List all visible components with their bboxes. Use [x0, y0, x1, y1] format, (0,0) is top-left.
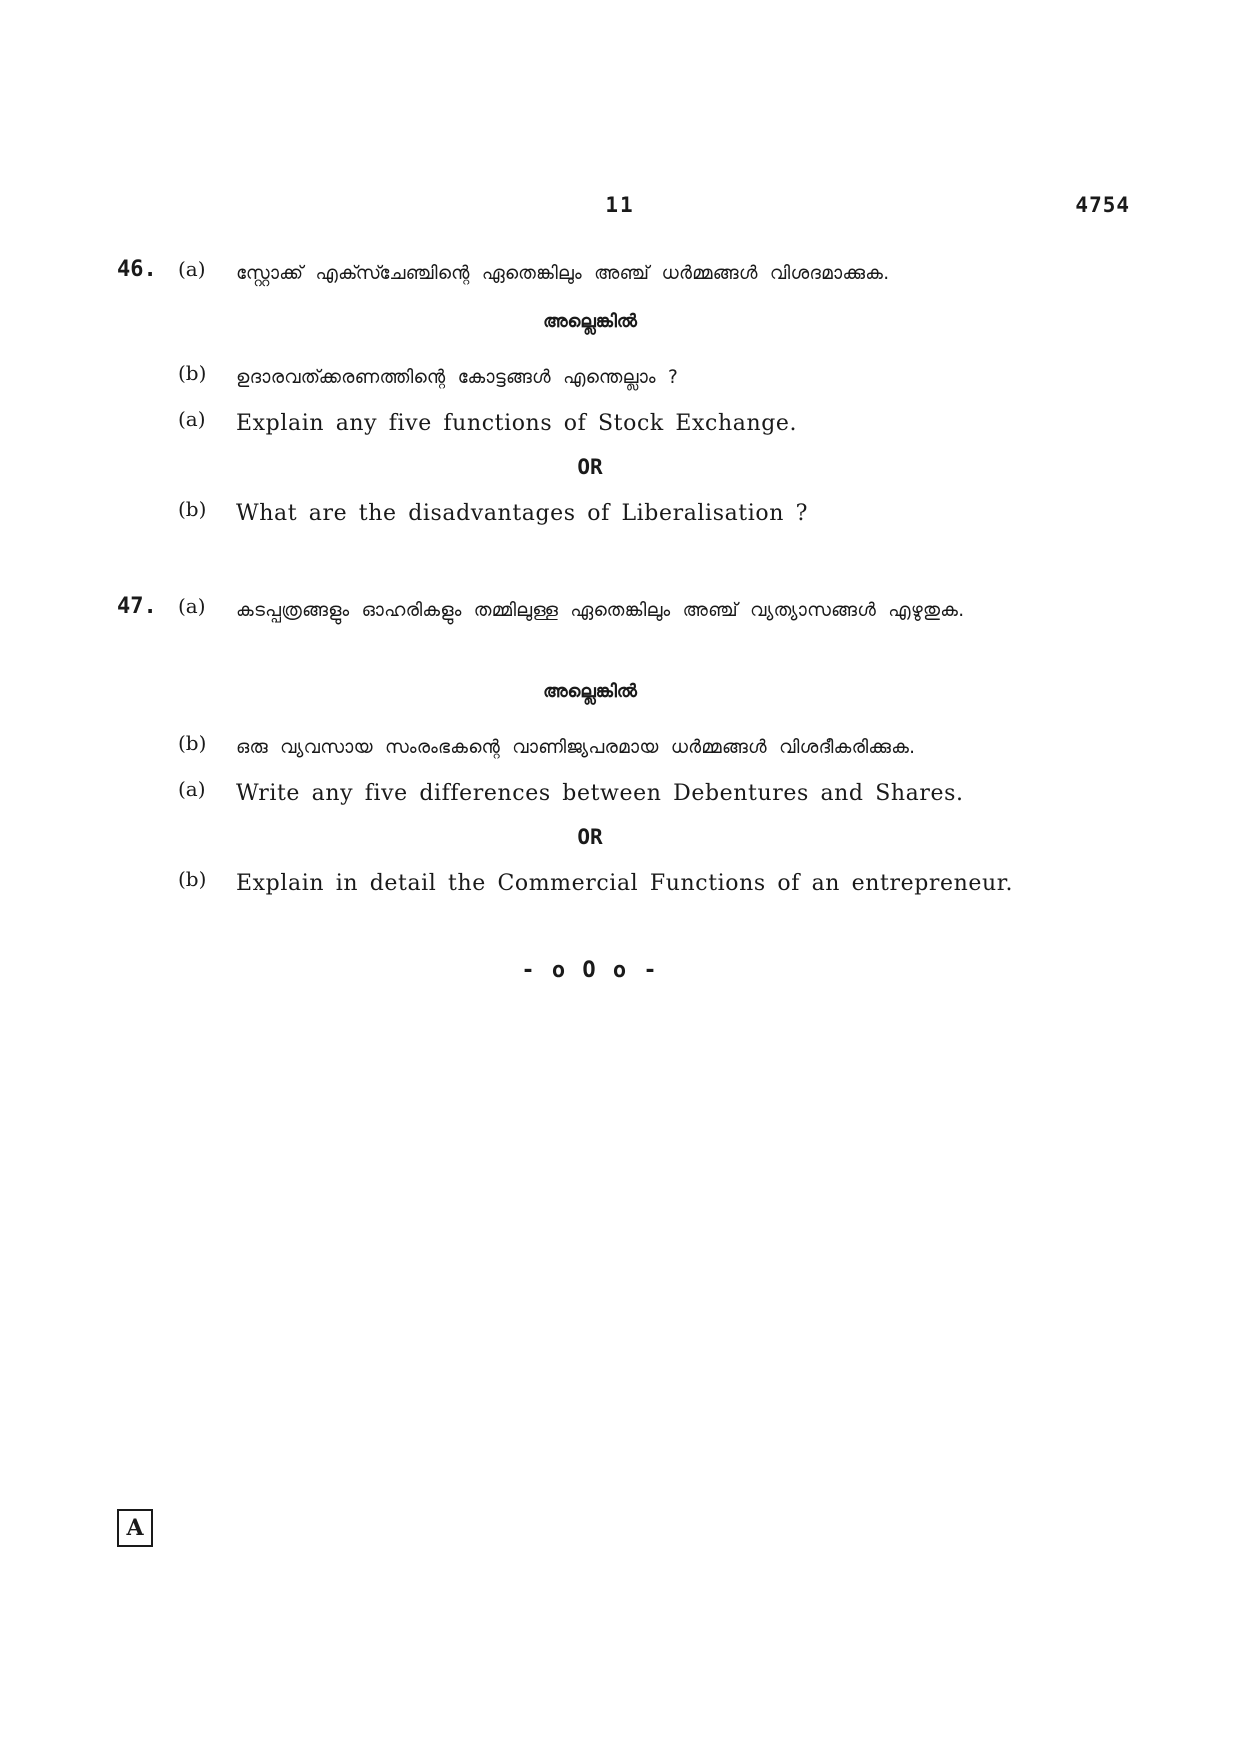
- option-label: (b): [178, 497, 207, 521]
- end-of-paper-mark: - o O o -: [521, 958, 659, 983]
- option-label: (a): [178, 257, 206, 281]
- paper-code: 4754: [1075, 193, 1130, 217]
- page-number: 11: [605, 193, 635, 217]
- option-label: (a): [178, 407, 206, 431]
- or-divider-malayalam: അല്ലെങ്കിൽ: [543, 311, 637, 332]
- option-label: (b): [178, 361, 207, 385]
- question-number: 46.: [117, 257, 157, 282]
- question-text-malayalam: സ്റ്റോക്ക് എക്സ്ചേഞ്ചിന്റെ ഏതെങ്കിലും അഞ്ച് ധർമ്മങ്ങൾ വിശദമാക്കുക.: [236, 263, 890, 284]
- or-divider-english: OR: [577, 455, 603, 479]
- question-text-malayalam: കടപ്പത്രങ്ങളും ഓഹരികളും തമ്മിലുള്ള ഏതെങ്കിലും അഞ്ച് വ്യത്യാസങ്ങൾ എഴുതുക.: [236, 600, 965, 621]
- question-number: 47.: [117, 594, 157, 619]
- question-text-english: Write any five differences between Debentures and Shares.: [236, 781, 964, 806]
- option-label: (a): [178, 594, 206, 618]
- option-label: (b): [178, 731, 207, 755]
- question-text-english: Explain in detail the Commercial Functions of an entrepreneur.: [236, 871, 1014, 896]
- question-text-english: What are the disadvantages of Liberalisation ?: [236, 501, 808, 526]
- or-divider-english: OR: [577, 825, 603, 849]
- or-divider-malayalam: അല്ലെങ്കിൽ: [543, 681, 637, 702]
- option-label: (b): [178, 867, 207, 891]
- option-label: (a): [178, 777, 206, 801]
- version-label-box: A: [117, 1509, 153, 1547]
- question-text-malayalam: ഉദാരവത്ക്കരണത്തിന്റെ കോട്ടങ്ങൾ എന്തെല്ലാം ?: [236, 367, 679, 388]
- question-text-english: Explain any five functions of Stock Exchange.: [236, 411, 798, 436]
- question-text-malayalam: ഒരു വ്യവസായ സംരംഭകന്റെ വാണിജ്യപരമായ ധർമ്മങ്ങൾ വിശദീകരിക്കുക.: [236, 737, 916, 758]
